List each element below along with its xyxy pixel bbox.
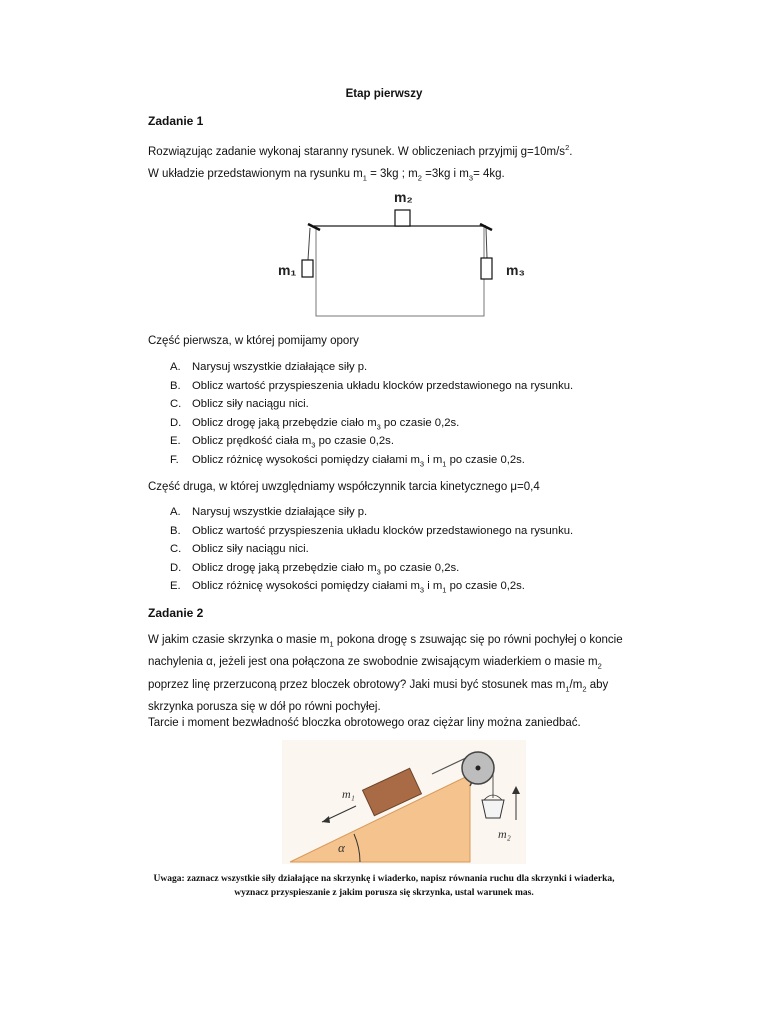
left-string: [308, 228, 310, 260]
part2-item-e: E. Oblicz różnicę wysokości pomiędzy ciałami $m_3$ i $m_1$ po czasie 0,2s.: [170, 580, 525, 595]
bucket-m2: [482, 800, 504, 818]
part2-heading: Część druga, w której uwzględniamy współczynnik tarcia kinetycznego μ=0,4: [148, 481, 540, 493]
block-m2: [395, 210, 410, 226]
task2-paragraph2: Tarcie i moment bezwładność bloczka obrotowego oraz ciężar liny można zaniedbać.: [148, 717, 581, 729]
task2-heading: Zadanie 2: [148, 606, 204, 620]
part1-item-b: B. Oblicz wartość przyspieszenia układu klocków przedstawionego na rysunku.: [170, 379, 574, 392]
incline-pulley-diagram: [282, 740, 526, 864]
label-m2: m₂: [498, 827, 511, 841]
part1-list: [170, 358, 573, 469]
remark-line-1: Uwaga: zaznacz wszystkie siły działające na skrzynkę i wiaderko, napisz równania ruchu dla skrzynki i wiaderka,: [153, 874, 615, 884]
diagram-frame: [316, 226, 484, 316]
task1-heading: Zadanie 1: [148, 114, 204, 128]
part1-item-a: A. Narysuj wszystkie działające siły p.: [170, 361, 368, 373]
label-m2: m₂: [394, 189, 413, 205]
task2-paragraph: W jakim czasie skrzynka o masie $m_1$ pokona drogę s zsuwając się po równi pochyłej o koncie nachylenia α, jeżeli jest ona połączona ze swobodnie zwisającym wiaderkiem o masie $m_2$ poprzez linę przerzuconą przez bloczek obrotowy? Jaki musi być stosunek mas $m_1/m_2$ aby skrzynka porusza się w dół po równi pochyłej.: [148, 634, 623, 713]
task1-intro: Rozwiązując zadanie wykonaj staranny rysunek. W obliczeniach przyjmij $g=10m/s^2$.: [148, 143, 573, 158]
page-title: Etap pierwszy: [345, 88, 423, 100]
task1-masses: W układzie przedstawionym na rysunku $m_1 = 3kg$ ; $m_2 =3kg$ i $m_3= 4kg$.: [148, 168, 505, 183]
part1-item-e: E. Oblicz prędkość ciała $m_3$ po czasie 0,2s.: [170, 435, 394, 450]
part2-list: [170, 503, 573, 596]
label-m3: m₃: [506, 262, 525, 278]
label-alpha: α: [338, 840, 345, 855]
part2-item-c: C. Oblicz siły naciągu nici.: [170, 543, 309, 555]
label-m1: m₁: [278, 262, 297, 278]
part2-item-b: B. Oblicz wartość przyspieszenia układu klocków przedstawionego na rysunku.: [170, 524, 574, 537]
part2-item-a: A. Narysuj wszystkie działające siły p.: [170, 506, 368, 518]
part1-heading: Część pierwsza, w której pomijamy opory: [148, 335, 359, 347]
remark-line-2: wyznacz przyspieszanie z jakim porusza się skrzynka, ustal warunek mas.: [234, 888, 534, 898]
part1-item-f: F. Oblicz różnicę wysokości pomiędzy ciałami $m_3$ i $m_1$ po czasie 0,2s.: [170, 453, 525, 468]
label-m1: m₁: [342, 787, 355, 801]
part2-item-d: D. Oblicz drogę jaką przebędzie ciało $m_3$ po czasie 0,2s.: [170, 561, 460, 576]
part1-item-c: C. Oblicz siły naciągu nici.: [170, 398, 309, 410]
right-string: [486, 228, 487, 258]
part1-item-d: D. Oblicz drogę jaką przebędzie ciało $m_3$ po czasie 0,2s.: [170, 416, 460, 431]
block-m3: [481, 258, 492, 279]
remark-note: [120, 872, 648, 900]
pulley-axle: [476, 766, 481, 771]
block-m1: [302, 260, 313, 277]
pulley-system-diagram: [270, 188, 540, 320]
